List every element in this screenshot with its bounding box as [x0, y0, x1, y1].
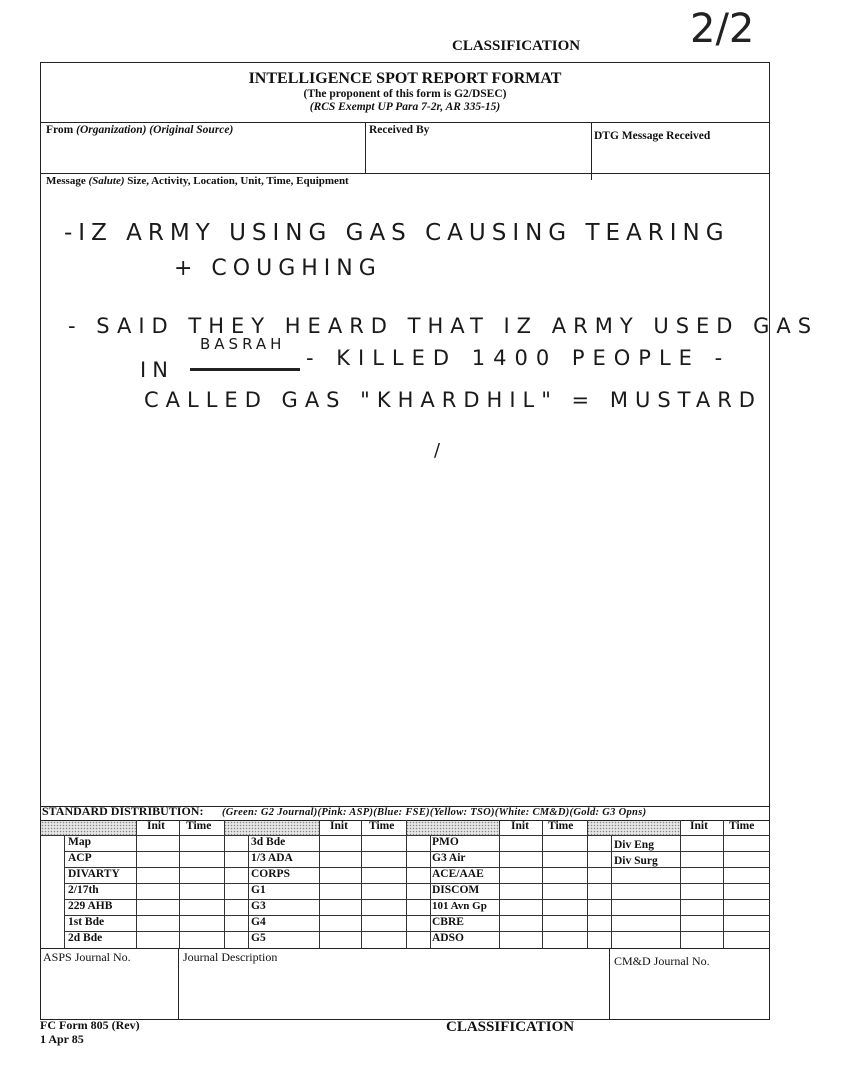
col4-time-header: Time: [729, 820, 755, 832]
dist-col2-row3: CORPS: [251, 868, 290, 880]
dtg-received-field[interactable]: [594, 146, 766, 172]
col2-time-header: Time: [369, 820, 395, 832]
message-line-3a: BASRAH: [200, 335, 286, 353]
distribution-legend: (Green: G2 Journal)(Pink: ASP)(Blue: FSE)(Yellow: TSO)(White: CM&D)(Gold: G3 Opns): [222, 807, 647, 818]
asps-journal-field[interactable]: [43, 966, 175, 1016]
distribution-label: STANDARD DISTRIBUTION:: [42, 804, 204, 818]
from-field-label: From (Organization) (Original Source): [46, 124, 234, 136]
crossed-out-word: [190, 368, 300, 371]
message-label: Message (Salute) Size, Activity, Location, Unit, Time, Equipment: [46, 175, 349, 187]
message-line-1: -IZ ARMY USING GAS CAUSING TEARING: [64, 220, 730, 246]
dist-col3-row6: CBRE: [432, 916, 464, 928]
journal-description-field[interactable]: [183, 966, 605, 1016]
col1-init-header: Init: [147, 820, 165, 832]
dist-col3-row1: PMO: [432, 836, 459, 848]
received-by-field[interactable]: [368, 140, 588, 172]
form-id-line1: FC Form 805 (Rev): [40, 1018, 140, 1032]
page-number-mark: 2/2: [690, 6, 755, 52]
form-rcs: (RCS Exempt UP Para 7-2r, AR 335-15): [309, 101, 501, 113]
dist-col2-row7: G5: [251, 932, 266, 944]
cmd-journal-label: CM&D Journal No.: [614, 954, 710, 968]
dist-col3-row4: DISCOM: [432, 884, 480, 896]
form-proponent: (The proponent of this form is G2/DSEC): [303, 88, 507, 100]
message-tick: /: [434, 440, 447, 461]
dist-col2-row5: G3: [251, 900, 266, 912]
dist-col1-row6: 1st Bde: [68, 916, 105, 928]
message-area[interactable]: [44, 192, 819, 802]
message-line-4b: - KILLED 1400 PEOPLE -: [306, 346, 731, 370]
dist-col2-row1: 3d Bde: [251, 836, 286, 848]
dist-col4-row2: Div Surg: [614, 855, 658, 867]
col3-time-header: Time: [548, 820, 574, 832]
classification-top: CLASSIFICATION: [452, 38, 581, 54]
dist-col1-row2: ACP: [68, 852, 92, 864]
form-title: INTELLIGENCE SPOT REPORT FORMAT: [248, 70, 562, 87]
message-line-5: CALLED GAS "KHARDHIL" = MUSTARD: [144, 388, 762, 412]
journal-description-label: Journal Description: [183, 950, 278, 964]
received-by-label: Received By: [369, 124, 430, 136]
message-line-2: + COUGHING: [174, 256, 382, 281]
dist-col3-row7: ADSO: [432, 932, 464, 944]
dist-col1-row5: 229 AHB: [68, 900, 113, 912]
asps-journal-label: ASPS Journal No.: [43, 950, 131, 964]
dist-col2-row2: 1/3 ADA: [251, 852, 293, 864]
dist-col4-row1: Div Eng: [614, 839, 654, 851]
message-line-3: - SAID THEY HEARD THAT IZ ARMY USED GAS: [68, 314, 819, 338]
dist-col2-row4: G1: [251, 884, 266, 896]
message-line-4a: IN: [140, 358, 174, 382]
col4-init-header: Init: [690, 820, 708, 832]
dist-col1-row3: DIVARTY: [68, 868, 120, 880]
dist-col1-row7: 2d Bde: [68, 932, 103, 944]
dist-col1-row4: 2/17th: [68, 884, 99, 896]
dist-col2-row6: G4: [251, 916, 266, 928]
form-id-line2: 1 Apr 85: [40, 1032, 84, 1046]
dtg-received-label: DTG Message Received: [594, 130, 711, 142]
classification-bottom: CLASSIFICATION: [446, 1019, 575, 1035]
dist-col3-row5: 101 Avn Gp: [432, 900, 487, 912]
col2-init-header: Init: [330, 820, 348, 832]
dist-col3-row2: G3 Air: [432, 852, 466, 864]
dist-col1-row1: Map: [68, 836, 91, 848]
col3-init-header: Init: [511, 820, 529, 832]
from-field[interactable]: [44, 140, 362, 172]
dist-col3-row3: ACE/AAE: [432, 868, 484, 880]
cmd-journal-field[interactable]: [614, 970, 766, 1016]
col1-time-header: Time: [186, 820, 212, 832]
